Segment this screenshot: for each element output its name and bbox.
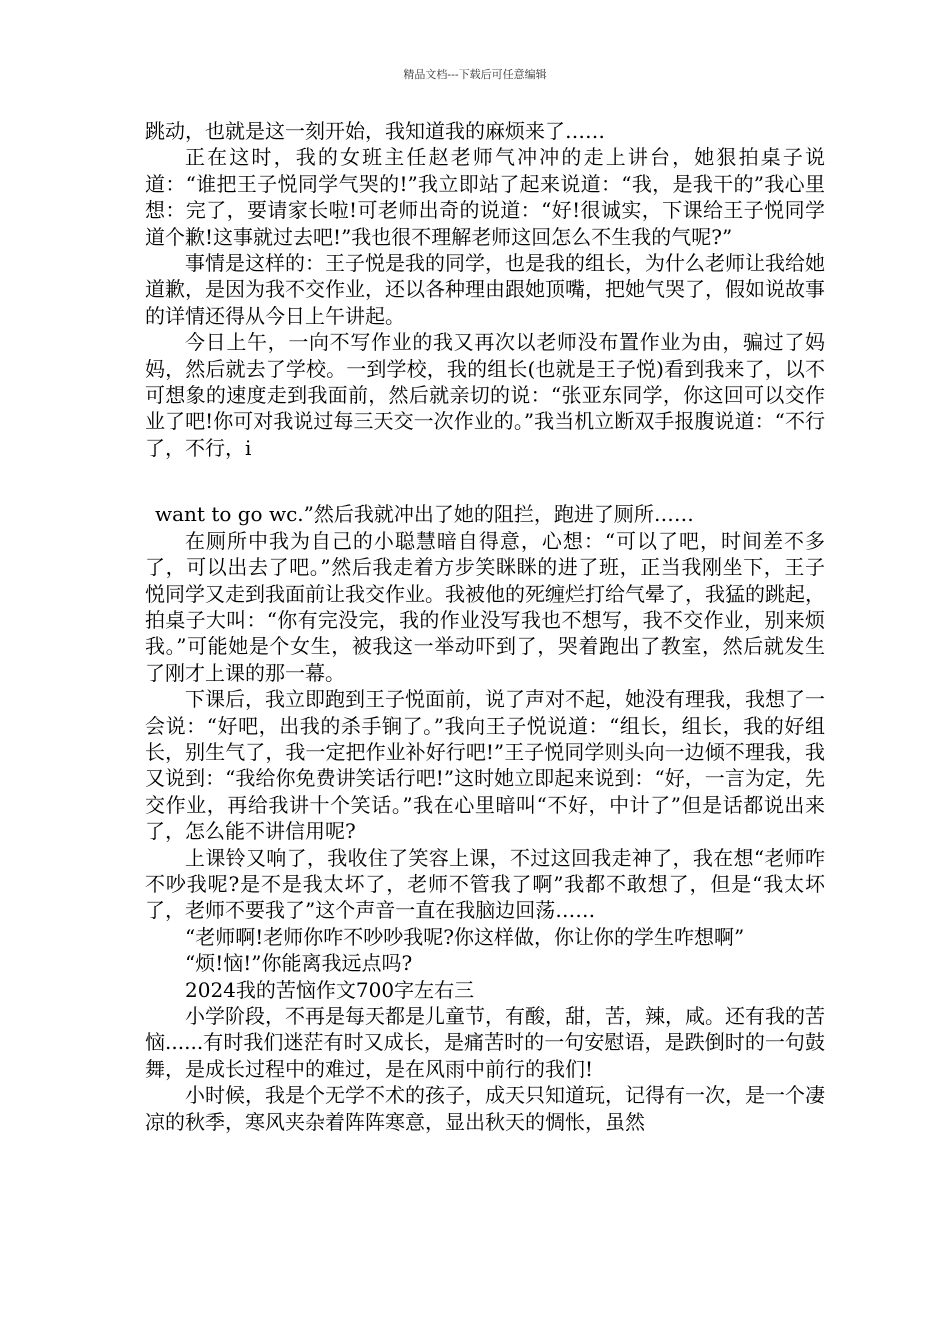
- paragraph: “老师啊!老师你咋不吵吵我呢?你这样做，你让你的学生咋想啊”: [185, 924, 745, 949]
- paragraph: 下课后，我立即跑到王子悦面前，说了声对不起，她没有理我，我想了一会说：“好吧，出我的杀手锏了。”我向王子悦说道：“组长，组长，我的好组长，别生气了，我一定把作业补好行吧!”王子悦同学则头向一边倾不理我，我又说到：“我给你免费讲笑话行吧!”这时她立即起来说到：“好，一言为定，先交作业，再给我讲十个笑话。”我在心里暗叫“不好，中计了”但是话都说出来了，怎么能不讲信用呢?: [145, 687, 825, 844]
- document-body: [145, 118, 825, 1135]
- paragraph: 正在这时，我的女班主任赵老师气冲冲的走上讲台，她狠拍桌子说道：“谁把王子悦同学气哭的!”我立即站了起来说道：“我，是我干的”我心里想：完了，要请家长啦!可老师出奇的说道：“好!很诚实，下课给王子悦同学道个歉!这事就过去吧!”我也很不理解老师这回怎么不生我的气呢?”: [145, 145, 825, 249]
- paragraph: 小学阶段，不再是每天都是儿童节，有酸，甜，苦，辣，咸。还有我的苦恼......有时我们迷茫有时又成长，是痛苦时的一句安慰语，是跌倒时的一句鼓舞，是成长过程中的难过，是在风雨中前行的我们!: [145, 1004, 825, 1081]
- paragraph: “烦!恼!”你能离我远点吗?: [185, 951, 413, 976]
- paragraph: 上课铃又响了，我收住了笑容上课，不过这回我走神了，我在想“老师咋不吵我呢?是不是我太坏了，老师不管我了啊”我都不敢想了，但是“我太坏了，老师不要我了”这个声音一直在我脑边回荡……: [145, 845, 825, 923]
- section-heading: 2024我的苦恼作文700字左右三: [185, 977, 475, 1002]
- paragraph-gap: [145, 461, 825, 501]
- page-header: 精品文档---下载后可任意编辑: [403, 68, 547, 81]
- paragraph: 在厕所中我为自己的小聪慧暗自得意，心想：“可以了吧，时间差不多了，可以出去了吧。”然后我走着方步笑眯眯的进了班，正当我刚坐下，王子悦同学又走到我面前让我交作业。我被他的死缠烂打给气晕了，我猛的跳起，拍桌子大叫：“你有完没完，我的作业没写我也不想写，我不交作业，别来烦我。”可能她是个女生，被我这一举动吓到了，哭着跑出了教室，然后就发生了刚才上课的那一幕。: [145, 528, 825, 685]
- paragraph: want to go wc.”然后我就冲出了她的阻拦，跑进了厕所……: [155, 502, 694, 527]
- paragraph: 事情是这样的：王子悦是我的同学，也是我的组长，为什么老师让我给她道歉，是因为我不交作业，还以各种理由跟她顶嘴，把她气哭了，假如说故事的详情还得从今日上午讲起。: [145, 251, 825, 328]
- paragraph: 小时候，我是个无学不术的孩子，成天只知道玩，记得有一次，是一个凄凉的秋季，寒风夹杂着阵阵寒意，显出秋天的惆怅，虽然: [145, 1083, 825, 1134]
- paragraph: 今日上午，一向不写作业的我又再次以老师没布置作业为由，骗过了妈妈，然后就去了学校。一到学校，我的组长(也就是王子悦)看到我来了，以不可想象的速度走到我面前，然后就亲切的说：“张亚东同学，你这回可以交作业了吧!你可对我说过每三天交一次作业的。”我当机立断双手报腹说道：“不行了，不行，i: [145, 330, 825, 460]
- paragraph: 跳动，也就是这一刻开始，我知道我的麻烦来了……: [145, 119, 605, 143]
